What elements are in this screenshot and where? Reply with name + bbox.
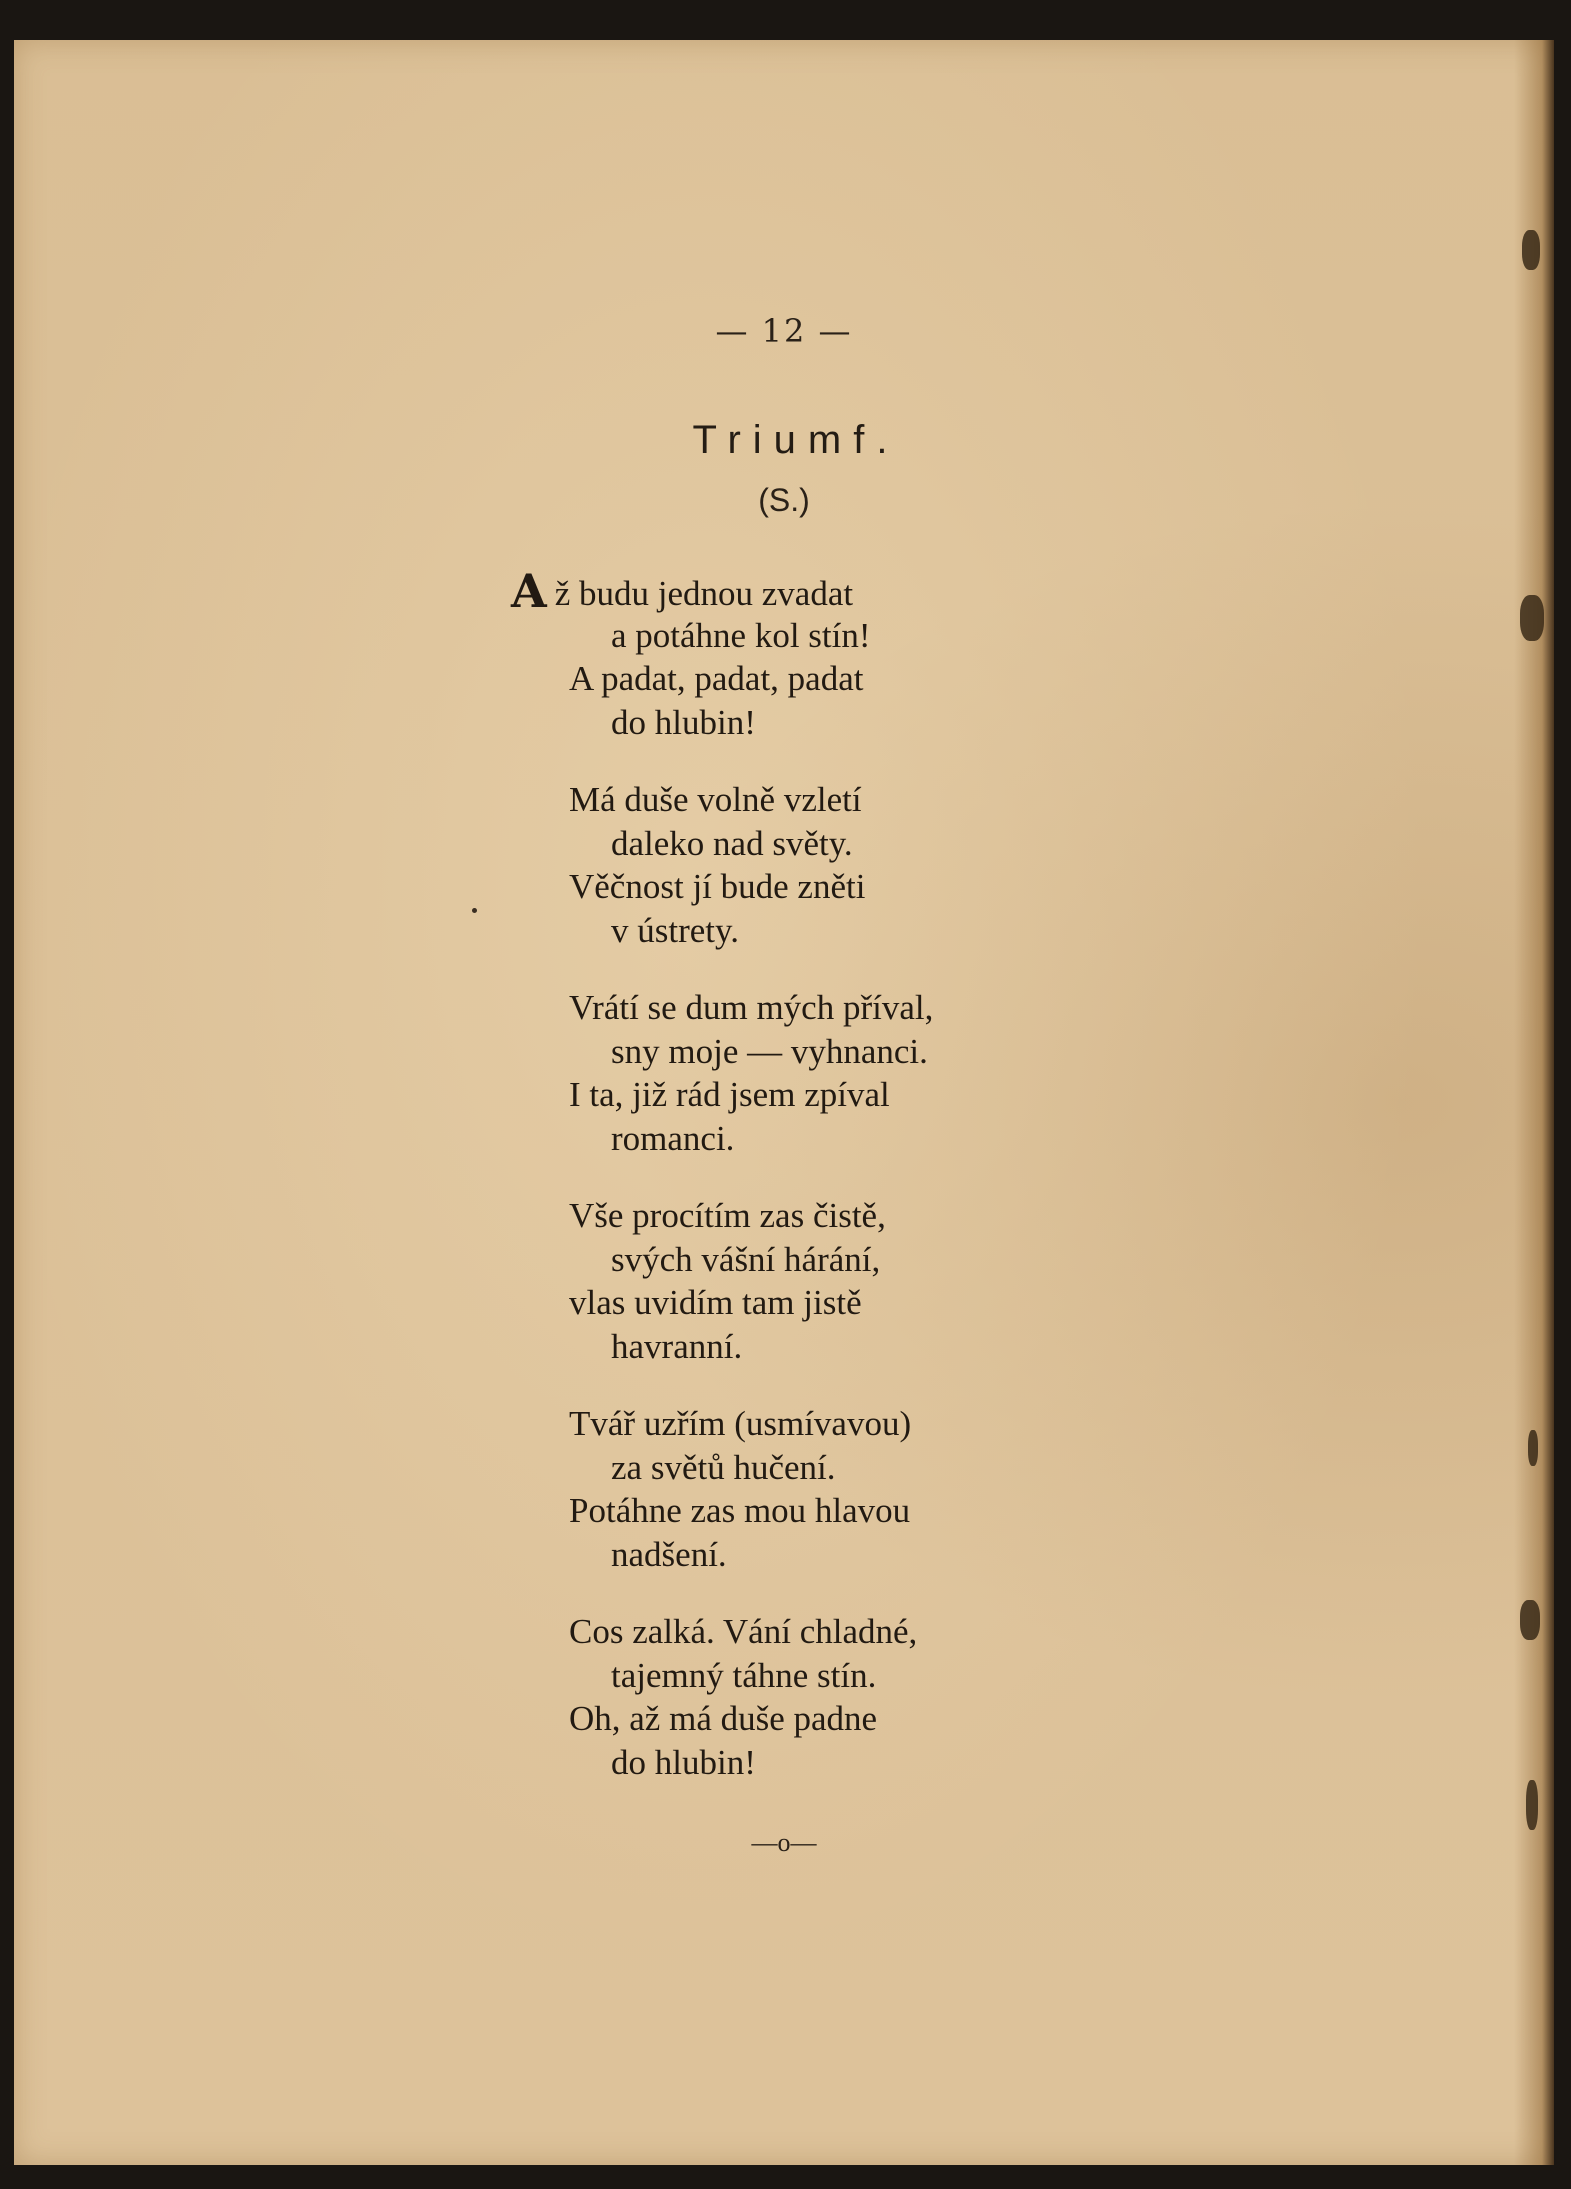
poem-line (569, 778, 1089, 822)
poem-stanza (569, 1402, 1089, 1576)
poem-line (569, 909, 1089, 953)
poem-line-text: havranní. (611, 1326, 743, 1366)
poem-line (569, 1402, 1089, 1446)
edge-blot (1520, 595, 1544, 641)
poem-stanza (569, 1194, 1089, 1368)
poem-line-text: Cos zalká. Vání chladné, (569, 1612, 918, 1651)
poem-line-text: tajemný táhne stín. (611, 1655, 877, 1695)
poem-line (569, 1073, 1089, 1117)
poem-line (569, 701, 1089, 745)
poem-body (511, 564, 1089, 1818)
poem-line (569, 1194, 1089, 1238)
poem-line-text: do hlubin! (611, 702, 756, 742)
poem-line (569, 1741, 1089, 1785)
poem-stanza (569, 778, 1089, 952)
poem-line-text: do hlubin! (611, 1742, 756, 1782)
poem-line-text: A padat, padat, padat (569, 659, 864, 698)
end-ornament: —o— (751, 1828, 817, 1857)
poem-title: Triumf. (692, 418, 900, 462)
drop-initial: A (511, 564, 547, 618)
poem-line (569, 657, 1089, 701)
poem-stanza (511, 564, 1089, 744)
poem-line-text: Vše procítím zas čistě, (569, 1196, 886, 1235)
poem-line-text: Má duše volně vzletí (569, 780, 862, 819)
poem-line-text: sny moje — vyhnanci. (611, 1031, 928, 1071)
poem-subtitle: (S.) (758, 482, 810, 518)
poem-line-text: Vrátí se dum mých příval, (569, 988, 934, 1027)
poem-line (569, 1117, 1089, 1161)
poem-line-text: svých vášní hárání, (611, 1239, 881, 1279)
poem-line (569, 1654, 1089, 1698)
poem-line-text: I ta, již rád jsem zpíval (569, 1075, 890, 1114)
poem-line (569, 1325, 1089, 1369)
edge-blot (1522, 230, 1540, 270)
poem-line (569, 986, 1089, 1030)
poem-line-text: daleko nad světy. (611, 823, 853, 863)
poem-line-text: ž budu jednou zvadat (554, 574, 854, 613)
poem-stanza (569, 986, 1089, 1160)
poem-line-text: romanci. (611, 1118, 735, 1158)
poem-line (569, 1610, 1089, 1654)
poem-line-text: Věčnost jí bude zněti (569, 867, 866, 906)
poem-line (569, 1697, 1089, 1741)
poem-line (569, 1533, 1089, 1577)
poem-line-text: nadšení. (611, 1534, 727, 1574)
poem-line (569, 865, 1089, 909)
edge-blot (1520, 1600, 1540, 1640)
poem-line-text: a potáhne kol stín! (611, 615, 871, 655)
poem-line (569, 1030, 1089, 1074)
poem-line (511, 564, 1089, 618)
page-number: — 12 — (715, 312, 853, 350)
edge-blot (1526, 1780, 1538, 1830)
book-page (14, 40, 1554, 2165)
poem-line-text: Tvář uzřím (usmívavou) (569, 1404, 912, 1443)
poem-stanza (569, 1610, 1089, 1784)
poem-line (569, 1238, 1089, 1282)
poem-line (569, 1446, 1089, 1490)
poem-line-text: Potáhne zas mou hlavou (569, 1491, 911, 1530)
poem-line-text: za světů hučení. (611, 1447, 836, 1487)
poem-line-text: vlas uvidím tam jistě (569, 1283, 862, 1322)
poem-line (569, 614, 1089, 658)
poem-line-text: Oh, až má duše padne (569, 1699, 878, 1738)
poem-line (569, 1489, 1089, 1533)
stray-ink-dot (472, 908, 477, 913)
poem-line (569, 1281, 1089, 1325)
poem-line (569, 822, 1089, 866)
edge-blot (1528, 1430, 1538, 1466)
poem-line-text: v ústrety. (611, 910, 739, 950)
